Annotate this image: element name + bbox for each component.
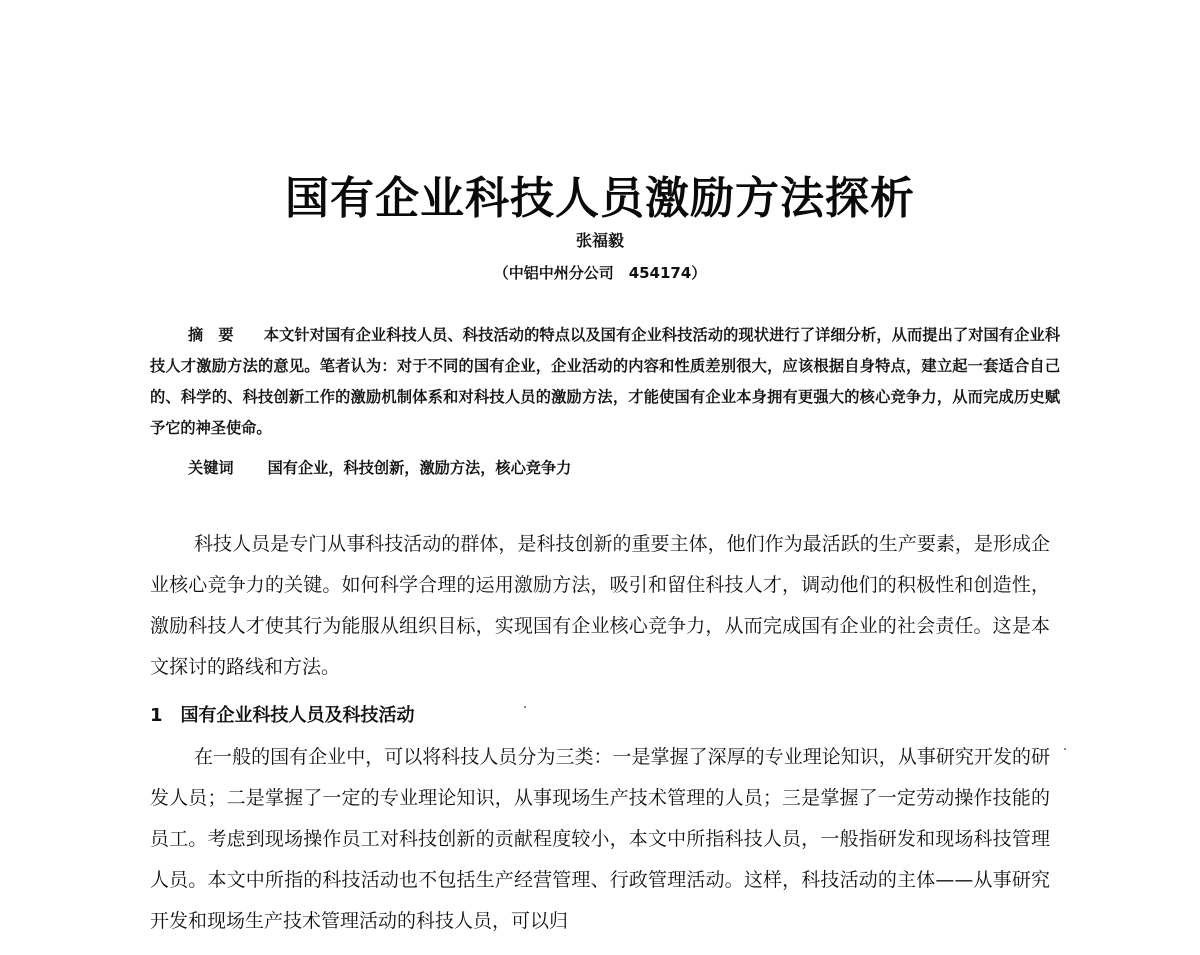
intro-paragraph: 科技人员是专门从事科技活动的群体，是科技创新的重要主体，他们作为最活跃的生产要素，是形成企业核心竞争力的关键。如何科学合理的运用激励方法，吸引和留住科技人才，调动他们的积极性和创造性，激励科技人才使其行为能服从组织目标，实现国有企业核心竞争力，从而完成国有企业的社会责任。这是本文探讨的路线和方法。 (150, 533, 1050, 678)
section-paragraph-block (150, 737, 1050, 942)
scan-speck (524, 706, 526, 708)
section-heading (150, 700, 1050, 732)
author-affiliation: （中铝中州分公司 454174） (493, 264, 707, 282)
abstract-label: 摘 要 (188, 326, 234, 344)
section-number: 1 (150, 705, 163, 726)
keywords-label: 关键词 (188, 459, 234, 477)
author-name: 张福毅 (575, 231, 624, 250)
section-paragraph: 在一般的国有企业中，可以将科技人员分为三类：一是掌握了深厚的专业理论知识，从事研究开发的研发人员；二是掌握了一定的专业理论知识，从事现场生产技术管理的人员；三是掌握了一定劳动操作技能的员工。考虑到现场操作员工对科技创新的贡献程度较小，本文中所指科技人员，一般指研发和现场科技管理人员。本文中所指的科技活动也不包括生产经营管理、行政管理活动。这样，科技活动的主体——从事研究开发和现场生产技术管理活动的科技人员，可以归 (150, 746, 1050, 932)
scan-speck (1064, 748, 1066, 750)
abstract-text: 本文针对国有企业科技人员、科技活动的特点以及国有企业科技活动的现状进行了详细分析，从而提出了对国有企业科技人才激励方法的意见。笔者认为：对于不同的国有企业，企业活动的内容和性质差别很大，应该根据自身特点，建立起一套适合自己的、科学的、科技创新工作的激励机制体系和对科技人员的激励方法，才能使国有企业本身拥有更强大的核心竞争力，从而完成历史赋予它的神圣使命。 (150, 326, 1060, 437)
abstract-block (150, 320, 1060, 444)
section-title: 国有企业科技人员及科技活动 (180, 705, 415, 726)
keywords-text: 国有企业，科技创新，激励方法，核心竞争力 (267, 459, 572, 477)
keywords-block (188, 455, 1058, 481)
paper-title: 国有企业科技人员激励方法探析 (285, 173, 915, 224)
intro-paragraph-block (150, 524, 1050, 688)
